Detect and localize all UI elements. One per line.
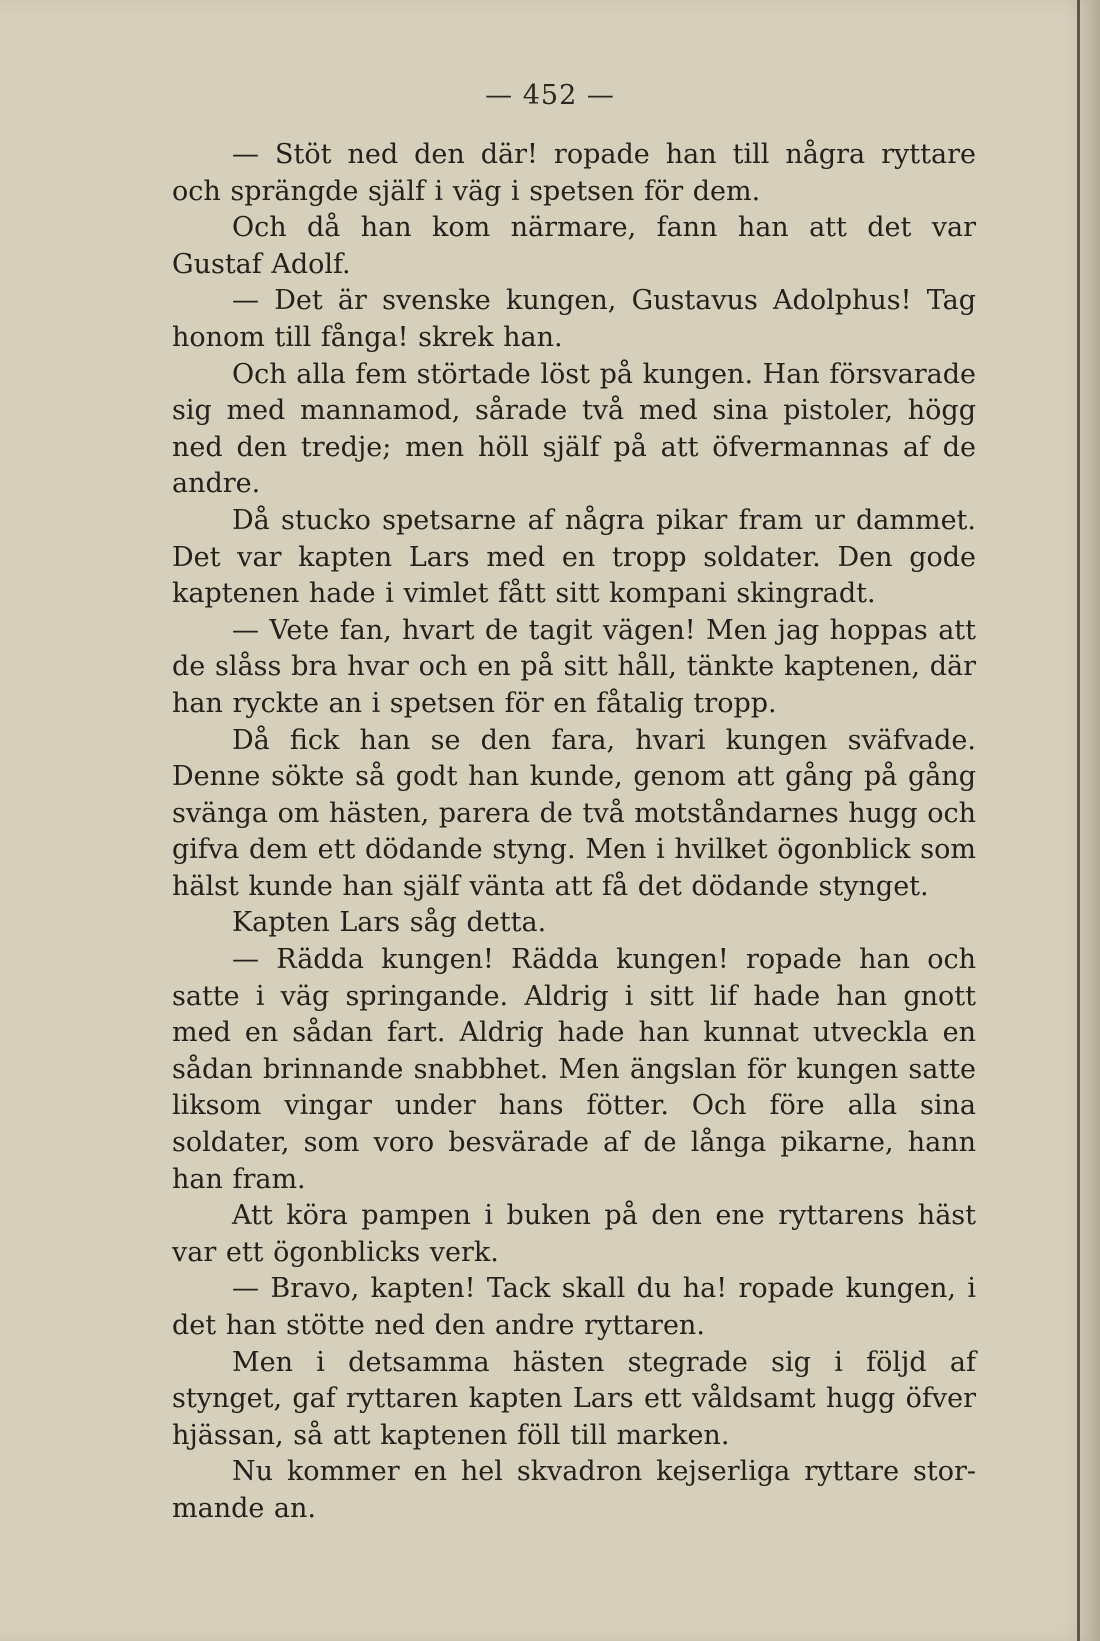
paragraph: Då stucko spetsarne af några pikar fram ur dammet. Det var kapten Lars med en tropp soldater. Den gode kaptenen hade i vimlet fått sitt kompani skingradt. xyxy=(172,504,976,610)
paragraph: — Rädda kungen! Rädda kungen! ropade han och satte i väg springande. Aldrig i sitt lif hade han gnott med en sådan fart. Aldrig hade han kunnat utveckla en sådan brinnande snabbhet. Men ängslan för kungen satte liksom vingar under hans fötter. Och före alla sina soldater, som voro besvärade af de långa pikarne, hann han fram. xyxy=(172,944,976,1195)
body-text xyxy=(172,137,976,1528)
page-edge-shadow xyxy=(1077,0,1080,1641)
paragraph: Men i detsamma hästen stegrade sig i följd af stynget, gaf ryttaren kapten Lars ett våldsamt hugg öfver hjässan, så att kaptenen föll till marken. xyxy=(172,1346,976,1451)
paragraph: Och då han kom närmare, fann han att det var Gustaf Adolf. xyxy=(172,212,976,280)
paragraph: — Vete fan, hvart de tagit vägen! Men jag hoppas att de slåss bra hvar och en på sitt håll, tänkte kaptenen, där han ryckte an i spetsen för en fåtalig tropp. xyxy=(172,614,976,719)
paragraph: Då fick han se den fara, hvari kungen sväfvade. Denne sökte så godt han kunde, genom att gång på gång svänga om hästen, parera de två motståndarnes hugg och gifva dem ett dödande styng. Men i hvilket ögonblick som hälst kunde han själf vänta att få det dödande stynget. xyxy=(172,724,976,902)
paragraph: — Stöt ned den där! ropade han till några ryttare och sprängde själf i väg i spetsen för dem. xyxy=(172,139,976,207)
paragraph: Att köra pampen i buken på den ene ryttarens häst var ett ögonblicks verk. xyxy=(172,1200,976,1268)
paragraph: — Det är svenske kungen, Gustavus Adolphus! Tag honom till fånga! skrek han. xyxy=(172,285,976,353)
paragraph: Nu kommer en hel skvadron kejserliga ryttare stormande an. xyxy=(172,1456,976,1524)
page-number: — 452 — xyxy=(485,80,615,111)
paragraph: Kapten Lars såg detta. xyxy=(232,907,547,939)
paragraph: — Bravo, kapten! Tack skall du ha! ropade kungen, i det han stötte ned den andre ryttaren. xyxy=(172,1273,976,1341)
paragraph: Och alla fem störtade löst på kungen. Han försvarade sig med mannamod, sårade två med sina pistoler, högg ned den tredje; men höll själf på att öfvermannas af de andre. xyxy=(172,358,976,500)
